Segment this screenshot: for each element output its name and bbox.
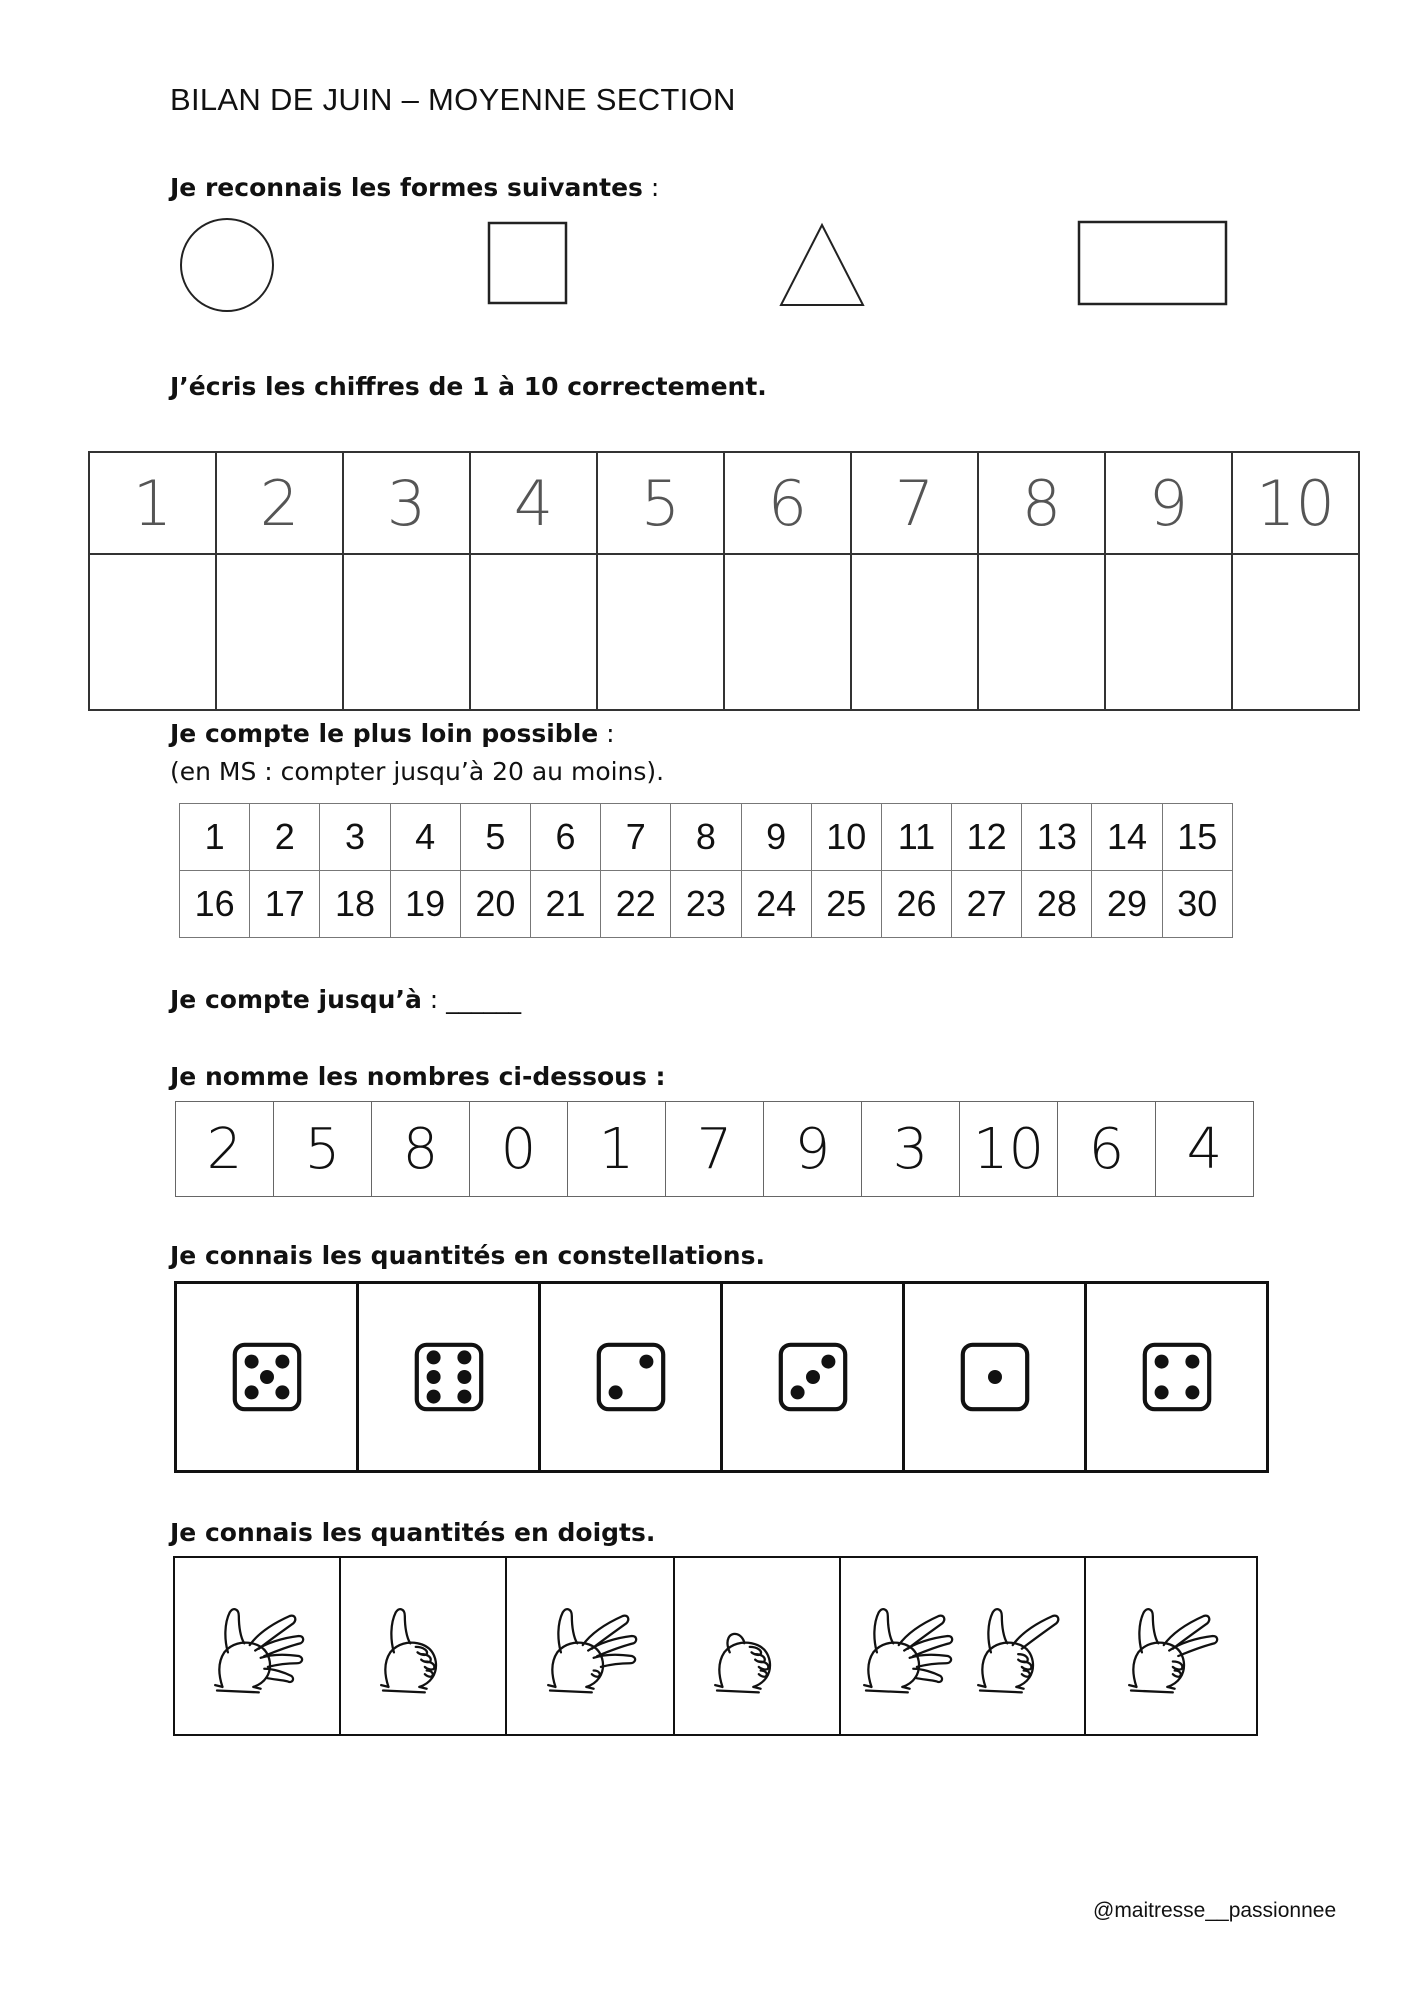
shapes-heading bbox=[170, 173, 659, 202]
count-number: 25 bbox=[811, 871, 881, 938]
fingers-heading bbox=[170, 1518, 655, 1547]
number-to-name: 7 bbox=[666, 1102, 764, 1197]
dice-cell bbox=[1086, 1283, 1268, 1472]
name-heading bbox=[170, 1062, 666, 1091]
count-number: 18 bbox=[320, 871, 390, 938]
write-cell[interactable] bbox=[597, 554, 724, 710]
dice-heading bbox=[170, 1241, 765, 1270]
die-face-icon bbox=[778, 1342, 848, 1412]
die-pip bbox=[457, 1350, 471, 1364]
number-to-name: 3 bbox=[862, 1102, 960, 1197]
count-number: 28 bbox=[1022, 871, 1092, 938]
write-heading-text: J’écris les chiffres de 1 à 10 correctement. bbox=[170, 372, 767, 401]
die-face-icon bbox=[232, 1342, 302, 1412]
write-cell[interactable] bbox=[1232, 554, 1359, 710]
die-pip bbox=[275, 1355, 289, 1369]
credit-handle: @maitresse__passionnee bbox=[1093, 1899, 1337, 1922]
number-to-name: 4 bbox=[1156, 1102, 1254, 1197]
count-number: 30 bbox=[1162, 871, 1232, 938]
hand-5-fingers-icon bbox=[202, 1596, 312, 1696]
hand-0-fingers-icon bbox=[702, 1596, 812, 1696]
hand-3-fingers-icon bbox=[1116, 1596, 1226, 1696]
model-digit: 1 bbox=[89, 452, 216, 554]
number-to-name: 0 bbox=[470, 1102, 568, 1197]
count-number: 26 bbox=[881, 871, 951, 938]
fingers-table bbox=[173, 1556, 1258, 1736]
die-pip bbox=[426, 1390, 440, 1404]
die-face-icon bbox=[1142, 1342, 1212, 1412]
count-table bbox=[179, 803, 1233, 938]
write-cell[interactable] bbox=[216, 554, 343, 710]
model-digit: 3 bbox=[343, 452, 470, 554]
dice-cell bbox=[904, 1283, 1086, 1472]
fingers-cell bbox=[340, 1557, 506, 1735]
count-number: 12 bbox=[952, 804, 1022, 871]
model-digit: 9 bbox=[1105, 452, 1232, 554]
count-number: 17 bbox=[250, 871, 320, 938]
fingers-heading-text: Je connais les quantités en doigts. bbox=[170, 1518, 656, 1547]
write-cell[interactable] bbox=[343, 554, 470, 710]
rectangle-shape bbox=[1077, 220, 1229, 308]
write-cell[interactable] bbox=[470, 554, 597, 710]
model-digit: 4 bbox=[470, 452, 597, 554]
count-to-heading-bold: Je compte jusqu’à bbox=[170, 985, 422, 1014]
fingers-cell bbox=[674, 1557, 840, 1735]
die-pip bbox=[457, 1390, 471, 1404]
dice-cell bbox=[722, 1283, 904, 1472]
circle-shape bbox=[178, 216, 276, 314]
count-number: 9 bbox=[741, 804, 811, 871]
die-face-icon bbox=[960, 1342, 1030, 1412]
count-to-answer-line[interactable]: : ______ bbox=[421, 985, 522, 1014]
write-digits-table bbox=[88, 451, 1360, 711]
die-pip bbox=[639, 1355, 653, 1369]
write-cell[interactable] bbox=[724, 554, 851, 710]
page-title: BILAN DE JUIN – MOYENNE SECTION bbox=[170, 82, 736, 117]
fingers-cell bbox=[506, 1557, 674, 1735]
model-digit: 10 bbox=[1232, 452, 1359, 554]
die-face-icon bbox=[596, 1342, 666, 1412]
number-to-name: 8 bbox=[372, 1102, 470, 1197]
triangle-shape bbox=[778, 222, 866, 308]
die-pip bbox=[260, 1370, 274, 1384]
model-digit: 7 bbox=[851, 452, 978, 554]
square-shape bbox=[487, 221, 569, 307]
count-number: 11 bbox=[881, 804, 951, 871]
die-pip bbox=[608, 1385, 622, 1399]
die-face-icon bbox=[414, 1342, 484, 1412]
write-cell[interactable] bbox=[1105, 554, 1232, 710]
write-cell[interactable] bbox=[89, 554, 216, 710]
count-number: 16 bbox=[180, 871, 250, 938]
number-to-name: 2 bbox=[176, 1102, 274, 1197]
die-pip bbox=[1185, 1355, 1199, 1369]
count-number: 13 bbox=[1022, 804, 1092, 871]
count-number: 7 bbox=[601, 804, 671, 871]
name-numbers-table bbox=[175, 1101, 1254, 1197]
fingers-cell bbox=[840, 1557, 1085, 1735]
number-to-name: 1 bbox=[568, 1102, 666, 1197]
die-pip bbox=[275, 1385, 289, 1399]
shapes-heading-bold: Je reconnais les formes suivantes bbox=[170, 173, 643, 202]
count-number: 19 bbox=[390, 871, 460, 938]
die-pip bbox=[790, 1385, 804, 1399]
number-to-name: 10 bbox=[960, 1102, 1058, 1197]
die-pip bbox=[988, 1370, 1002, 1384]
write-heading bbox=[170, 372, 767, 401]
dice-cell bbox=[540, 1283, 722, 1472]
count-number: 27 bbox=[952, 871, 1022, 938]
count-heading-bold: Je compte le plus loin possible bbox=[170, 719, 599, 748]
count-heading bbox=[170, 719, 615, 748]
count-note: (en MS : compter jusqu’à 20 au moins). bbox=[170, 757, 665, 786]
die-pip bbox=[1154, 1385, 1168, 1399]
die-pip bbox=[457, 1370, 471, 1384]
count-number: 2 bbox=[250, 804, 320, 871]
die-pip bbox=[821, 1355, 835, 1369]
model-digit: 5 bbox=[597, 452, 724, 554]
number-to-name: 5 bbox=[274, 1102, 372, 1197]
die-pip bbox=[1154, 1355, 1168, 1369]
die-pip bbox=[426, 1350, 440, 1364]
model-digit: 6 bbox=[724, 452, 851, 554]
model-digit: 2 bbox=[216, 452, 343, 554]
name-heading-text: Je nomme les nombres ci-dessous : bbox=[170, 1062, 666, 1091]
count-number: 8 bbox=[671, 804, 741, 871]
hand-4-fingers-icon bbox=[535, 1596, 645, 1696]
count-number: 1 bbox=[180, 804, 250, 871]
dice-cell bbox=[358, 1283, 540, 1472]
write-cell[interactable] bbox=[851, 554, 978, 710]
shapes-heading-rest: : bbox=[642, 173, 660, 202]
count-number: 4 bbox=[390, 804, 460, 871]
dice-heading-text: Je connais les quantités en constellations. bbox=[170, 1241, 765, 1270]
count-number: 21 bbox=[530, 871, 600, 938]
fingers-cell bbox=[1085, 1557, 1257, 1735]
die-pip bbox=[244, 1355, 258, 1369]
die-pip bbox=[426, 1370, 440, 1384]
count-number: 24 bbox=[741, 871, 811, 938]
count-number: 3 bbox=[320, 804, 390, 871]
count-number: 6 bbox=[530, 804, 600, 871]
hand-2-fingers-icon bbox=[965, 1596, 1075, 1696]
count-heading-rest: : bbox=[598, 719, 615, 748]
count-number: 10 bbox=[811, 804, 881, 871]
die-pip bbox=[806, 1370, 820, 1384]
fingers-cell bbox=[174, 1557, 340, 1735]
dice-cell bbox=[176, 1283, 358, 1472]
write-cell[interactable] bbox=[978, 554, 1105, 710]
die-pip bbox=[1185, 1385, 1199, 1399]
count-number: 23 bbox=[671, 871, 741, 938]
count-number: 20 bbox=[460, 871, 530, 938]
count-number: 22 bbox=[601, 871, 671, 938]
hand-1-fingers-icon bbox=[368, 1596, 478, 1696]
model-digit: 8 bbox=[978, 452, 1105, 554]
count-number: 29 bbox=[1092, 871, 1162, 938]
count-to-heading bbox=[170, 985, 521, 1014]
die-pip bbox=[244, 1385, 258, 1399]
number-to-name: 6 bbox=[1058, 1102, 1156, 1197]
number-to-name: 9 bbox=[764, 1102, 862, 1197]
dice-table bbox=[174, 1281, 1269, 1473]
hand-5-fingers-icon bbox=[851, 1596, 961, 1696]
count-number: 5 bbox=[460, 804, 530, 871]
count-number: 14 bbox=[1092, 804, 1162, 871]
count-number: 15 bbox=[1162, 804, 1232, 871]
